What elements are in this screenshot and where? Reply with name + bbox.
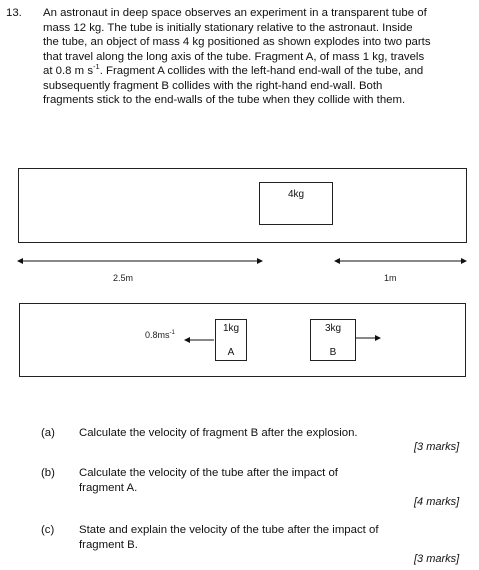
object-4kg-label: 4kg xyxy=(287,189,305,200)
question-line5-sup: -1 xyxy=(93,62,100,72)
question-line: mass 12 kg. The tube is initially stationary relative to the astronaut. Inside xyxy=(43,21,413,34)
distance-right-label: 1m xyxy=(384,273,397,283)
question-line: An astronaut in deep space observes an experiment in a transparent tube of xyxy=(43,7,427,19)
part-c-line: fragment B. xyxy=(79,539,138,551)
part-b-marks: [4 marks] xyxy=(414,496,460,508)
part-c-text xyxy=(79,523,409,553)
question-number: 13. xyxy=(6,7,22,19)
question-line5-start: at 0.8 m s xyxy=(43,65,94,77)
velocity-value: 0.8ms xyxy=(145,330,170,340)
distance-left-label: 2.5m xyxy=(113,273,134,283)
part-b-letter: (b) xyxy=(41,467,55,479)
object-4kg xyxy=(259,182,333,225)
fragment-b-name: B xyxy=(329,347,337,358)
question-line: subsequently fragment B collides with the right-hand end-wall. Both xyxy=(43,79,383,92)
fragment-a-name: A xyxy=(227,347,235,358)
part-a-marks: [3 marks] xyxy=(414,441,460,453)
part-a-letter: (a) xyxy=(41,427,55,439)
fragment-a-velocity xyxy=(145,330,175,340)
part-b-text xyxy=(79,466,409,496)
fragment-a-mass: 1kg xyxy=(222,323,240,334)
question-line5-end: . Fragment A collides with the left-hand end-wall of the tube, and xyxy=(99,65,424,77)
fragment-b xyxy=(310,319,356,361)
part-c-letter: (c) xyxy=(41,524,55,536)
part-a-text xyxy=(79,426,409,441)
fragment-b-mass: 3kg xyxy=(324,323,342,334)
fragment-a xyxy=(215,319,247,361)
part-b-line: Calculate the velocity of the tube after the impact of xyxy=(79,467,338,479)
part-c-line: State and explain the velocity of the tube after the impact of xyxy=(79,524,379,536)
question-line: that travel along the long axis of the tube. Fragment A, of mass 1 kg, travels xyxy=(43,50,425,63)
tube-before-explosion xyxy=(19,169,467,243)
part-c-marks: [3 marks] xyxy=(414,553,460,565)
question-line: the tube, an object of mass 4 kg positioned as shown explodes into two parts xyxy=(43,36,431,48)
velocity-sup: -1 xyxy=(169,330,175,336)
question-line: fragments stick to the end-walls of the tube when they collide with them. xyxy=(43,94,406,106)
part-a-line: Calculate the velocity of fragment B after the explosion. xyxy=(79,427,358,439)
part-b-line: fragment A. xyxy=(79,482,138,494)
